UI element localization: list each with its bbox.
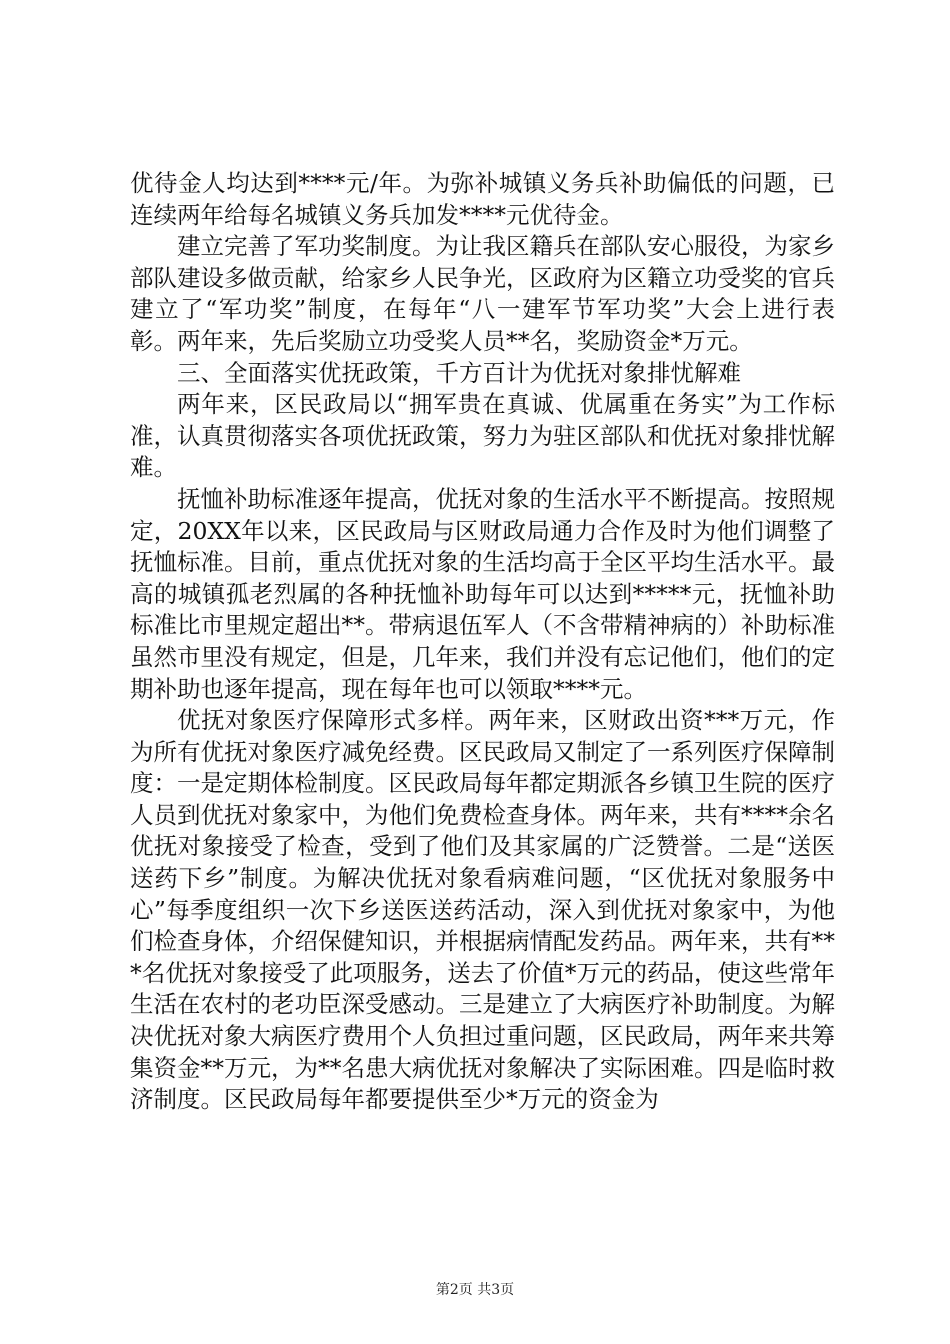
paragraph-continuation: 优待金人均达到****元/年。为弥补城镇义务兵补助偏低的问题，已连续两年给每名城镇义务兵加发****元优待金。 [130, 169, 835, 229]
paragraph-section-intro: 两年来，区民政局以“拥军贵在真诚、优属重在务实”为工作标准，认真贯彻落实各项优抚政策，努力为驻区部队和优抚对象排忧解难。 [130, 390, 835, 482]
page-footer: 第2页 共3页 [435, 1282, 515, 1298]
document-body [130, 168, 835, 1116]
paragraph-medical-security: 优抚对象医疗保障形式多样。两年来，区财政出资***万元，作为所有优抚对象医疗减免经费。区民政局又制定了一系列医疗保障制度：一是定期体检制度。区民政局每年都定期派各乡镇卫生院的医疗人员到优抚对象家中，为他们免费检查身体。两年来，共有****余名优抚对象接受了检查，受到了他们及其家属的广泛赞誉。二是“送医送药下乡”制度。为解决优抚对象看病难问题，“区优抚对象服务中心”每季度组织一次下乡送医送药活动，深入到优抚对象家中，为他们检查身体，介绍保健知识，并根据病情配发药品。两年来，共有***名优抚对象接受了此项服务，送去了价值*万元的药品，使这些常年生活在农村的老功臣深受感动。三是建立了大病医疗补助制度。为解决优抚对象大病医疗费用个人负担过重问题，区民政局，两年来共筹集资金**万元，为**名患大病优抚对象解决了实际困难。四是临时救济制度。区民政局每年都要提供至少*万元的资金为 [130, 706, 835, 1114]
paragraph-military-merit-award: 建立完善了军功奖制度。为让我区籍兵在部队安心服役，为家乡部队建设多做贡献，给家乡人民争光，区政府为区籍立功受奖的官兵建立了“军功奖”制度，在每年“八一建军节军功奖”大会上进行表彰。两年来，先后奖励立功受奖人员**名，奖励资金*万元。 [130, 232, 835, 355]
paragraph-pension-standards: 抚恤补助标准逐年提高，优抚对象的生活水平不断提高。按照规定，20XX年以来，区民政局与区财政局通力合作及时为他们调整了抚恤标准。目前，重点优抚对象的生活均高于全区平均生活水平。最高的城镇孤老烈属的各种抚恤补助每年可以达到*****元，抚恤补助标准比市里规定超出**。带病退伍军人（不含带精神病的）补助标准虽然市里没有规定，但是，几年来，我们并没有忘记他们，他们的定期补助也逐年提高，现在每年也可以领取****元。 [130, 484, 835, 703]
section-heading: 三、全面落实优抚政策，千方百计为优抚对象排忧解难 [177, 358, 741, 387]
